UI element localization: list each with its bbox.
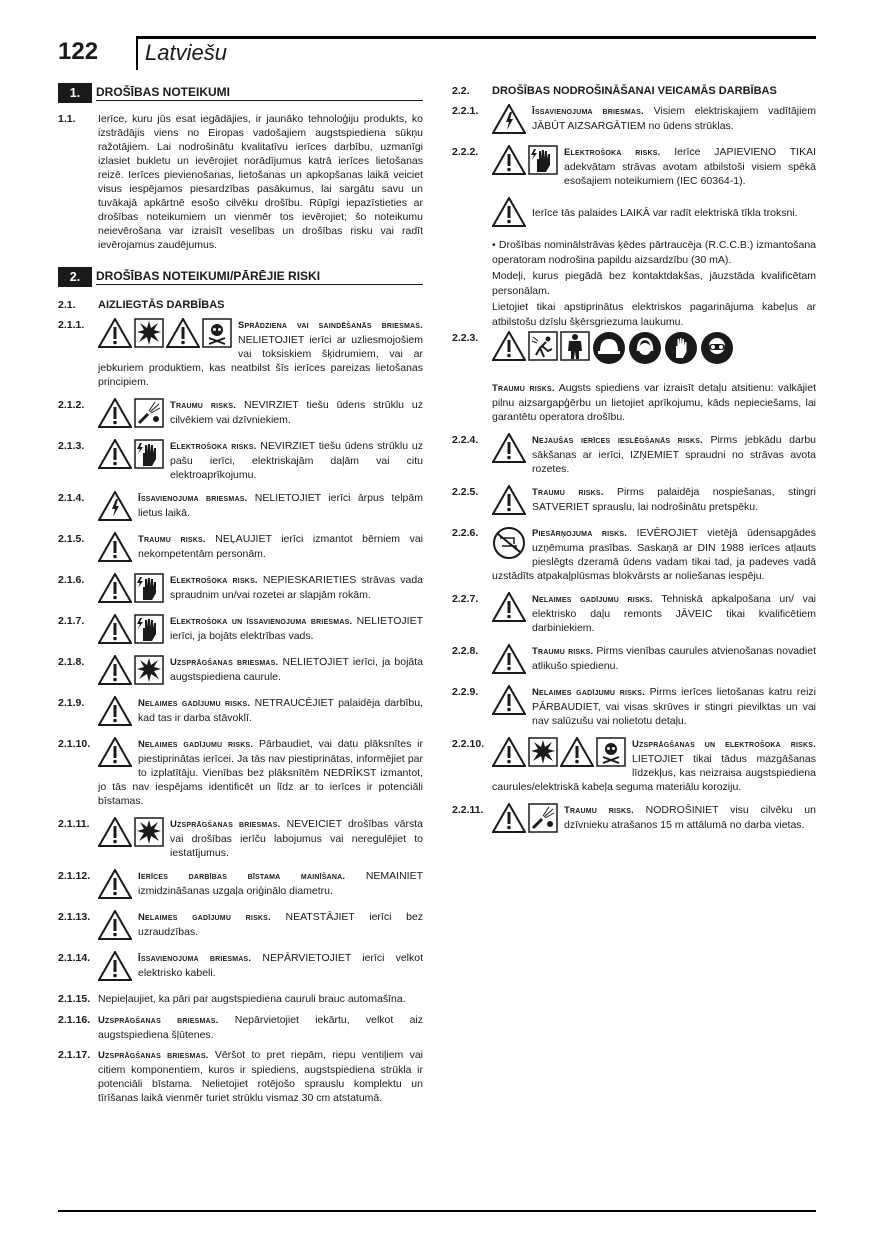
hazard-icons [492,592,526,622]
clause-body: • Drošības nominālstrāvas ķēdes pārtraucēja (R.C.C.B.) izmantošana operatoram nodrošina papildu aizsardzību (30 mA). [492,239,816,266]
clause-text [492,197,816,229]
clause-body: NEĻAUJIET ierīci izmantot bērniem vai nekompetentām personām. [138,533,423,560]
right-column [452,82,816,844]
clause-number: 2.1.8. [58,656,85,668]
section-2-heading [58,266,423,288]
clause-number: 2.2.8. [452,645,479,657]
hazard-label: Nelaimes gadījumu risks. [138,698,251,709]
clause-number [452,300,492,329]
gloves-icon [664,331,698,365]
clause-body: Nepārvietojiet iekārtu, velkot aiz augstspiediena šļūtenes. [98,1014,423,1041]
warning-icon [98,696,132,726]
clause [452,737,816,794]
clause-text [98,992,423,1007]
clause-text [492,644,816,676]
hazard-icons [492,197,526,227]
hazard-icons [98,439,164,469]
section-title: DROŠĪBAS NOTEIKUMI [96,85,423,101]
warning-icon [492,737,526,767]
clause-number: 2.1.13. [58,911,91,923]
clause [452,592,816,635]
electric-hazard-icon [492,104,526,134]
clause [58,532,423,564]
clause [58,910,423,942]
clause-text [98,951,423,983]
clause [452,331,816,424]
right-clause-list [452,104,816,835]
clause [452,145,816,188]
warning-icon [560,737,594,767]
header-divider [136,36,138,70]
warning-icon [492,331,526,361]
subsection-title: DROŠĪBAS NODROŠINĀŠANAI VEICAMĀS DARBĪBAS [492,85,777,97]
clause [58,318,423,389]
warning-icon [98,614,132,644]
water-contamination-icon [492,526,526,560]
wet-hand-shock-icon [134,439,164,469]
clause-text [98,655,423,687]
recoil-person-icon [528,331,558,361]
water-jet-icon [134,398,164,428]
hazard-label: Traumu risks. [532,646,594,657]
clause-body: Tehniskā apkalpošana un/ vai elektrisko daļu remonts JĀVEIC tikai kvalificētiem darbiniekiem. [532,593,816,634]
clause-body: NEVEICIET drošības vārsta vai drošības ierīču labojumus vai neregulējiet to iestatījumus. [170,818,423,859]
hazard-label: Traumu risks. [532,487,604,498]
wet-hand-shock-icon [528,145,558,175]
clause-body: NEPĀRVIETOJIET ierīci velkot elektrisko kabeli. [138,952,423,979]
clause-number: 2.1.3. [58,440,85,452]
clause [58,1013,423,1042]
hazard-icons [98,951,132,981]
clause-text [98,614,423,646]
section-1-heading [58,82,423,104]
hazard-label: Uzsprāgšanas briesmas. [170,657,279,668]
clause-body: Pārbaudiet, vai datu plāksnītes ir piestiprinātas ierīcei. Ja tās nav piestiprinātas, informējiet par to izplatītāju. Vienības bez plāksnītēm NEDRĪKST izmantot, jo tās nav iespējams identificēt un līdz ar to ierīces ir potenciāli bīstamas. [98,738,423,807]
clause [58,439,423,482]
warning-icon [492,644,526,674]
hazard-icons [492,331,816,365]
clause-body: NELIETOJIET ierīci, ja bojāts elektrības vads. [170,615,423,642]
goggles-icon [700,331,734,365]
clause-number: 2.2.9. [452,686,479,698]
warning-icon [98,869,132,899]
clause-body: Pirms jebkādu darbu sākšanas ar ierīci, IZŅEMIET spraudni no strāvas avota rozetes. [532,434,816,475]
warning-icon [492,145,526,175]
clause [452,269,816,298]
clause-body: Lietojiet tikai apstiprinātus elektriskos pagarinājuma kabeļus ar atbilstošu dzīslu šķērsgriezuma laukumu. [492,301,816,328]
clause-body: Vēršot to pret riepām, riepu ventiļiem vai citiem komponentiem, kuros ir spiediens, augstspiediena strūkla ir potenciāli bīstama. Nelietojiet rotējošo sprauslu komplektu un tīrīšanas laikā vienmēr turiet strūklu vismaz 30 cm atstatumā. [98,1049,423,1104]
clause [58,398,423,430]
warning-icon [98,655,132,685]
clause-text [492,592,816,635]
clause-text [492,737,816,794]
clause-number: 2.1.16. [58,1014,91,1026]
clause-number: 2.2.5. [452,486,479,498]
clause [452,238,816,267]
clause-text [492,526,816,583]
header-rule [136,36,816,39]
clause-text [98,398,423,430]
clause [452,433,816,476]
hazard-label: Uzsprāgšanas briesmas. [98,1050,209,1061]
hazard-icons [98,910,132,940]
clause-number: 2.2.11. [452,804,484,816]
clause-text [98,737,423,808]
clause-body: NEVIRZIET tiešu ūdens strūklu uz pašu ierīci, elektriskajām daļām vai citu elektroaprīkojumu. [170,440,423,481]
warning-icon [166,318,200,348]
helmet-icon [592,331,626,365]
hazard-label: Traumu risks. [492,383,555,394]
clause-text [492,269,816,298]
clause-number: 2.2.10. [452,738,485,750]
subsection-number: 2.2. [452,85,470,97]
left-clause-list [58,318,423,1105]
clause-number: 2.2.4. [452,434,479,446]
clause-number [452,269,492,298]
hazard-icons [492,433,526,463]
hazard-label: Ierīces darbības bīstama mainīšana. [138,871,346,882]
warning-icon [98,573,132,603]
clause-number [452,238,492,267]
clause-text [98,1048,423,1105]
clause [452,485,816,517]
clause-number: 2.2.3. [452,332,479,344]
clause-body: NELIETOJIET ierīci ārpus telpām lietus laikā. [138,492,423,519]
clause-number: 2.1.5. [58,533,85,545]
clause-body: NEMAINIET izmidzināšanas uzgaļa oriģinālo diametru. [138,870,423,897]
hazard-label: Nelaimes gadījumu risks. [532,594,653,605]
hazard-icons [98,573,164,603]
clause-body: Modeļi, kurus piegādā bez kontaktdakšas, jāuzstāda kvalificētam personālam. [492,270,816,297]
hazard-icons [98,532,132,562]
clause-text [492,238,816,267]
hazard-label: Īssavienojuma briesmas. [138,493,248,504]
clause-text [98,869,423,901]
clause-number: 1.1. [58,113,76,125]
clause [452,104,816,136]
explosion-icon [528,737,558,767]
clause-number: 2.1.12. [58,870,91,882]
section-title: DROŠĪBAS NOTEIKUMI/PĀRĒJIE RISKI [96,269,423,285]
clause-body: IEVĒROJIET vietējā ūdensapgādes uzņēmuma prasības. Saskaņā ar DIN 1988 ierīces atļauts pieslēgts dzeramā ūdens vadam tikai tad, ja padeves vadā uzstādīts atpakaļplūsmas blokvārsts ar noliešanas iespēju. [492,527,816,582]
clause-body: NEVIRZIET tiešu ūdens strūklu uz cilvēkiem vai dzīvniekiem. [170,399,423,426]
warning-icon [98,910,132,940]
clause [452,803,816,835]
explosion-icon [134,318,164,348]
clause-number: 2.1.17. [58,1049,91,1061]
section-number: 2. [58,267,92,287]
hazard-icons [98,655,164,685]
clause [452,197,816,229]
warning-icon [98,532,132,562]
clause-body: Ierīce tās palaides LAIKĀ var radīt elektriskā tīkla troksni. [532,207,798,219]
clause-body: NEATSTĀJIET ierīci bez uzraudzības. [138,911,423,938]
hazard-icons [492,803,558,833]
hazard-label: Elektrošoka un īssavienojuma briesmas. [170,616,353,627]
clause [58,817,423,860]
clause [452,300,816,329]
clause-text [492,803,816,835]
clause-body: Pirms vienības caurules atvienošanas novadiet atlikušo spiedienu. [532,645,816,672]
clause-text [98,318,423,389]
hazard-icons [98,817,164,847]
clause-body: Ierīce JAPIEVIENO TIKAI adekvātam strāvas avotam atbilstoši visiem spēkā esošajiem noteikumiem (IEC 60364-1). [564,146,816,187]
ear-protection-icon [628,331,662,365]
wet-hand-shock-icon [134,614,164,644]
hazard-icons [98,737,132,767]
warning-icon [492,433,526,463]
hazard-label: Nejaušas ierīces ieslēgšanās risks. [532,435,703,446]
clause [58,992,423,1007]
clause-text [98,439,423,482]
clause-text [492,145,816,188]
clause-number: 2.1.14. [58,952,91,964]
wet-hand-shock-icon [134,573,164,603]
clause-text [492,300,816,329]
clause-text [98,491,423,523]
clause-body: NELIETOJIET ierīci, ja bojāta augstspiediena caurule. [170,656,423,683]
hazard-label: Nelaimes gadījumu risks. [138,739,254,750]
clause [58,573,423,605]
clause-number [452,197,492,229]
hazard-icons [492,485,526,515]
clause-number: 2.1.15. [58,993,91,1005]
page-number: 122 [58,38,99,65]
clause-text [98,532,423,564]
hazard-label: Īssavienojuma briesmas. [138,953,252,964]
clause-number: 2.1.10. [58,738,91,750]
hazard-label: Īssavienojuma briesmas. [532,106,644,117]
clause-number: 2.2.6. [452,527,479,539]
clause-body: LIETOJIET tikai tādus mazgāšanas līdzekļus, kas neizraisa augstspiediena caurules/elektriskā kabeļa seguma materiālu koroziju. [492,753,816,793]
clause [58,1048,423,1105]
clause-body: Nepieļaujiet, ka pāri par augstspiediena cauruli brauc automašīna. [98,993,406,1005]
protective-suit-icon [560,331,590,361]
hazard-icons [98,696,132,726]
subsection-number: 2.1. [58,299,76,311]
clause-body: NEPIESKARIETIES strāvas vada spraudnim un/vai rozetei ar slapjām rokām. [170,574,423,601]
clause [58,737,423,808]
clause-body: NETRAUCĒJIET palaidēja darbību, kad tas ir darba stāvoklī. [138,697,423,724]
warning-icon [98,318,132,348]
clause-text [492,433,816,476]
hazard-icons [492,104,526,134]
clause-number: 2.1.2. [58,399,85,411]
clause-body: NODROŠINIET visu cilvēku un dzīvnieku atrašanos 15 m attālumā no darba vietas. [564,804,816,831]
hazard-icons [98,614,164,644]
clause-text [492,485,816,517]
clause-number: 2.1.1. [58,319,85,331]
hazard-icons [98,869,132,899]
clause-number: 2.1.4. [58,492,85,504]
hazard-icons [492,644,526,674]
warning-icon [492,685,526,715]
hazard-label: Piesārņojuma risks. [532,528,628,539]
electric-hazard-icon [98,491,132,521]
clause-number: 2.1.9. [58,697,85,709]
warning-icon [98,951,132,981]
clause-body: Pirms palaidēja nospiešanas, stingri SATVERIET sprauslu, lai nodrošinātu pretspēku. [532,486,816,513]
clause-number: 2.1.6. [58,574,85,586]
clause-body: NELIETOJIET ierīci ar uzliesmojošiem vai toksiskiem šķidrumiem, vai ar jebkuriem produktiem, kas neatbilst šīs ierīces pareizas lietošanas principiem. [98,334,423,388]
clause-body: Pirms ierīces lietošanas katru reizi PĀRBAUDIET, vai visas skrūves ir stingri pievilktas un vai nav salūzušu vai nolietotu detaļu. [532,686,816,727]
clause-text [98,696,423,728]
water-jet-icon [528,803,558,833]
clause-number: 2.2.1. [452,105,479,117]
hazard-icons [492,685,526,715]
hazard-label: Elektrošoka risks. [564,147,661,158]
subsection-title: AIZLIEGTĀS DARBĪBAS [98,299,225,311]
clause-body: Augsts spiediens var izraisīt detaļu atsitienu: valkājiet pilnu aizsargapģērbu un lietojiet aprīkojumu, kāds nepieciešams, lai garantētu operatora drošību. [492,382,816,423]
clause-text [98,573,423,605]
clause-body: Visiem elektriskajiem vadītājiem JĀBŪT AIZSARGĀTIEM no ūdens strūklas. [532,105,816,132]
hazard-label: Nelaimes gadījumu risks. [138,912,271,923]
clause-text [492,685,816,728]
hazard-icons [98,491,132,521]
warning-icon [492,485,526,515]
left-column [58,82,423,1111]
section-number: 1. [58,83,92,103]
hazard-label: Nelaimes gadījumu risks. [532,687,645,698]
hazard-label: Traumu risks. [170,400,237,411]
subsection-2-1-heading [58,298,423,312]
clause-text [492,104,816,136]
warning-icon [98,398,132,428]
clause [452,526,816,583]
clause [452,644,816,676]
hazard-label: Traumu risks. [564,805,634,816]
warning-icon [492,803,526,833]
language-title: Latviešu [145,40,227,65]
hazard-icons [492,526,526,560]
clause-text [98,1013,423,1042]
explosion-icon [134,655,164,685]
warning-icon [492,592,526,622]
toxic-skull-icon [202,318,232,348]
footer-rule [58,1210,816,1212]
warning-icon [492,197,526,227]
warning-icon [98,817,132,847]
clause [58,869,423,901]
hazard-label: Traumu risks. [138,534,206,545]
warning-icon [98,439,132,469]
clause-number: 2.2.7. [452,593,479,605]
hazard-icons [98,318,232,348]
clause-number: 2.1.7. [58,615,85,627]
clause-1-1 [58,112,423,252]
hazard-icons [98,398,164,428]
hazard-label: Sprādziena vai saindēšanās briesmas. [238,320,423,331]
clause [58,655,423,687]
hazard-label: Elektrošoka risks. [170,575,258,586]
clause-number: 2.2.2. [452,146,479,158]
explosion-icon [134,817,164,847]
hazard-icons [492,737,626,767]
clause [58,614,423,646]
clause-text [492,331,816,424]
clause [58,491,423,523]
hazard-label: Elektrošoka risks. [170,441,257,452]
clause [452,685,816,728]
toxic-skull-icon [596,737,626,767]
subsection-2-2-heading [452,84,816,98]
clause [58,951,423,983]
warning-icon [98,737,132,767]
clause-text [98,910,423,942]
hazard-icons [492,145,558,175]
clause-number: 2.1.11. [58,818,90,830]
hazard-label: Uzsprāgšanas briesmas. [98,1015,219,1026]
clause-text [98,817,423,860]
hazard-label: Uzsprāgšanas un elektrošoka risks. [632,739,816,750]
hazard-label: Uzsprāgšanas briesmas. [170,819,281,830]
clause [58,696,423,728]
clause-text: Ierīce, kuru jūs esat iegādājies, ir jaunāko tehnoloģiju produkts, ko izstrādājis viens no Eiropas vadošajiem augstspiediena sūkņu ražotājiem. Lai nodrošinātu kvalitatīvu ierīces darbību, uzmanīgi izlasiet bukletu un ievērojiet norādījumus katrā ierīces lietošanas reizē. Ierīces pievienošanas, lietošanas un apkopšanas laikā veiciet visus iespējamos piesardzības pasākumus, lai sargātu savu un tuvākajā apkārtnē esošo cilvēku drošību. Rūpīgi iepazīstieties ar drošības noteikumiem un vienmēr tos ievērojiet; šo noteikumu neievērošana var izraisīt veselības un drošības risku vai radīt ievērojamus zaudējumus. [98,113,423,251]
